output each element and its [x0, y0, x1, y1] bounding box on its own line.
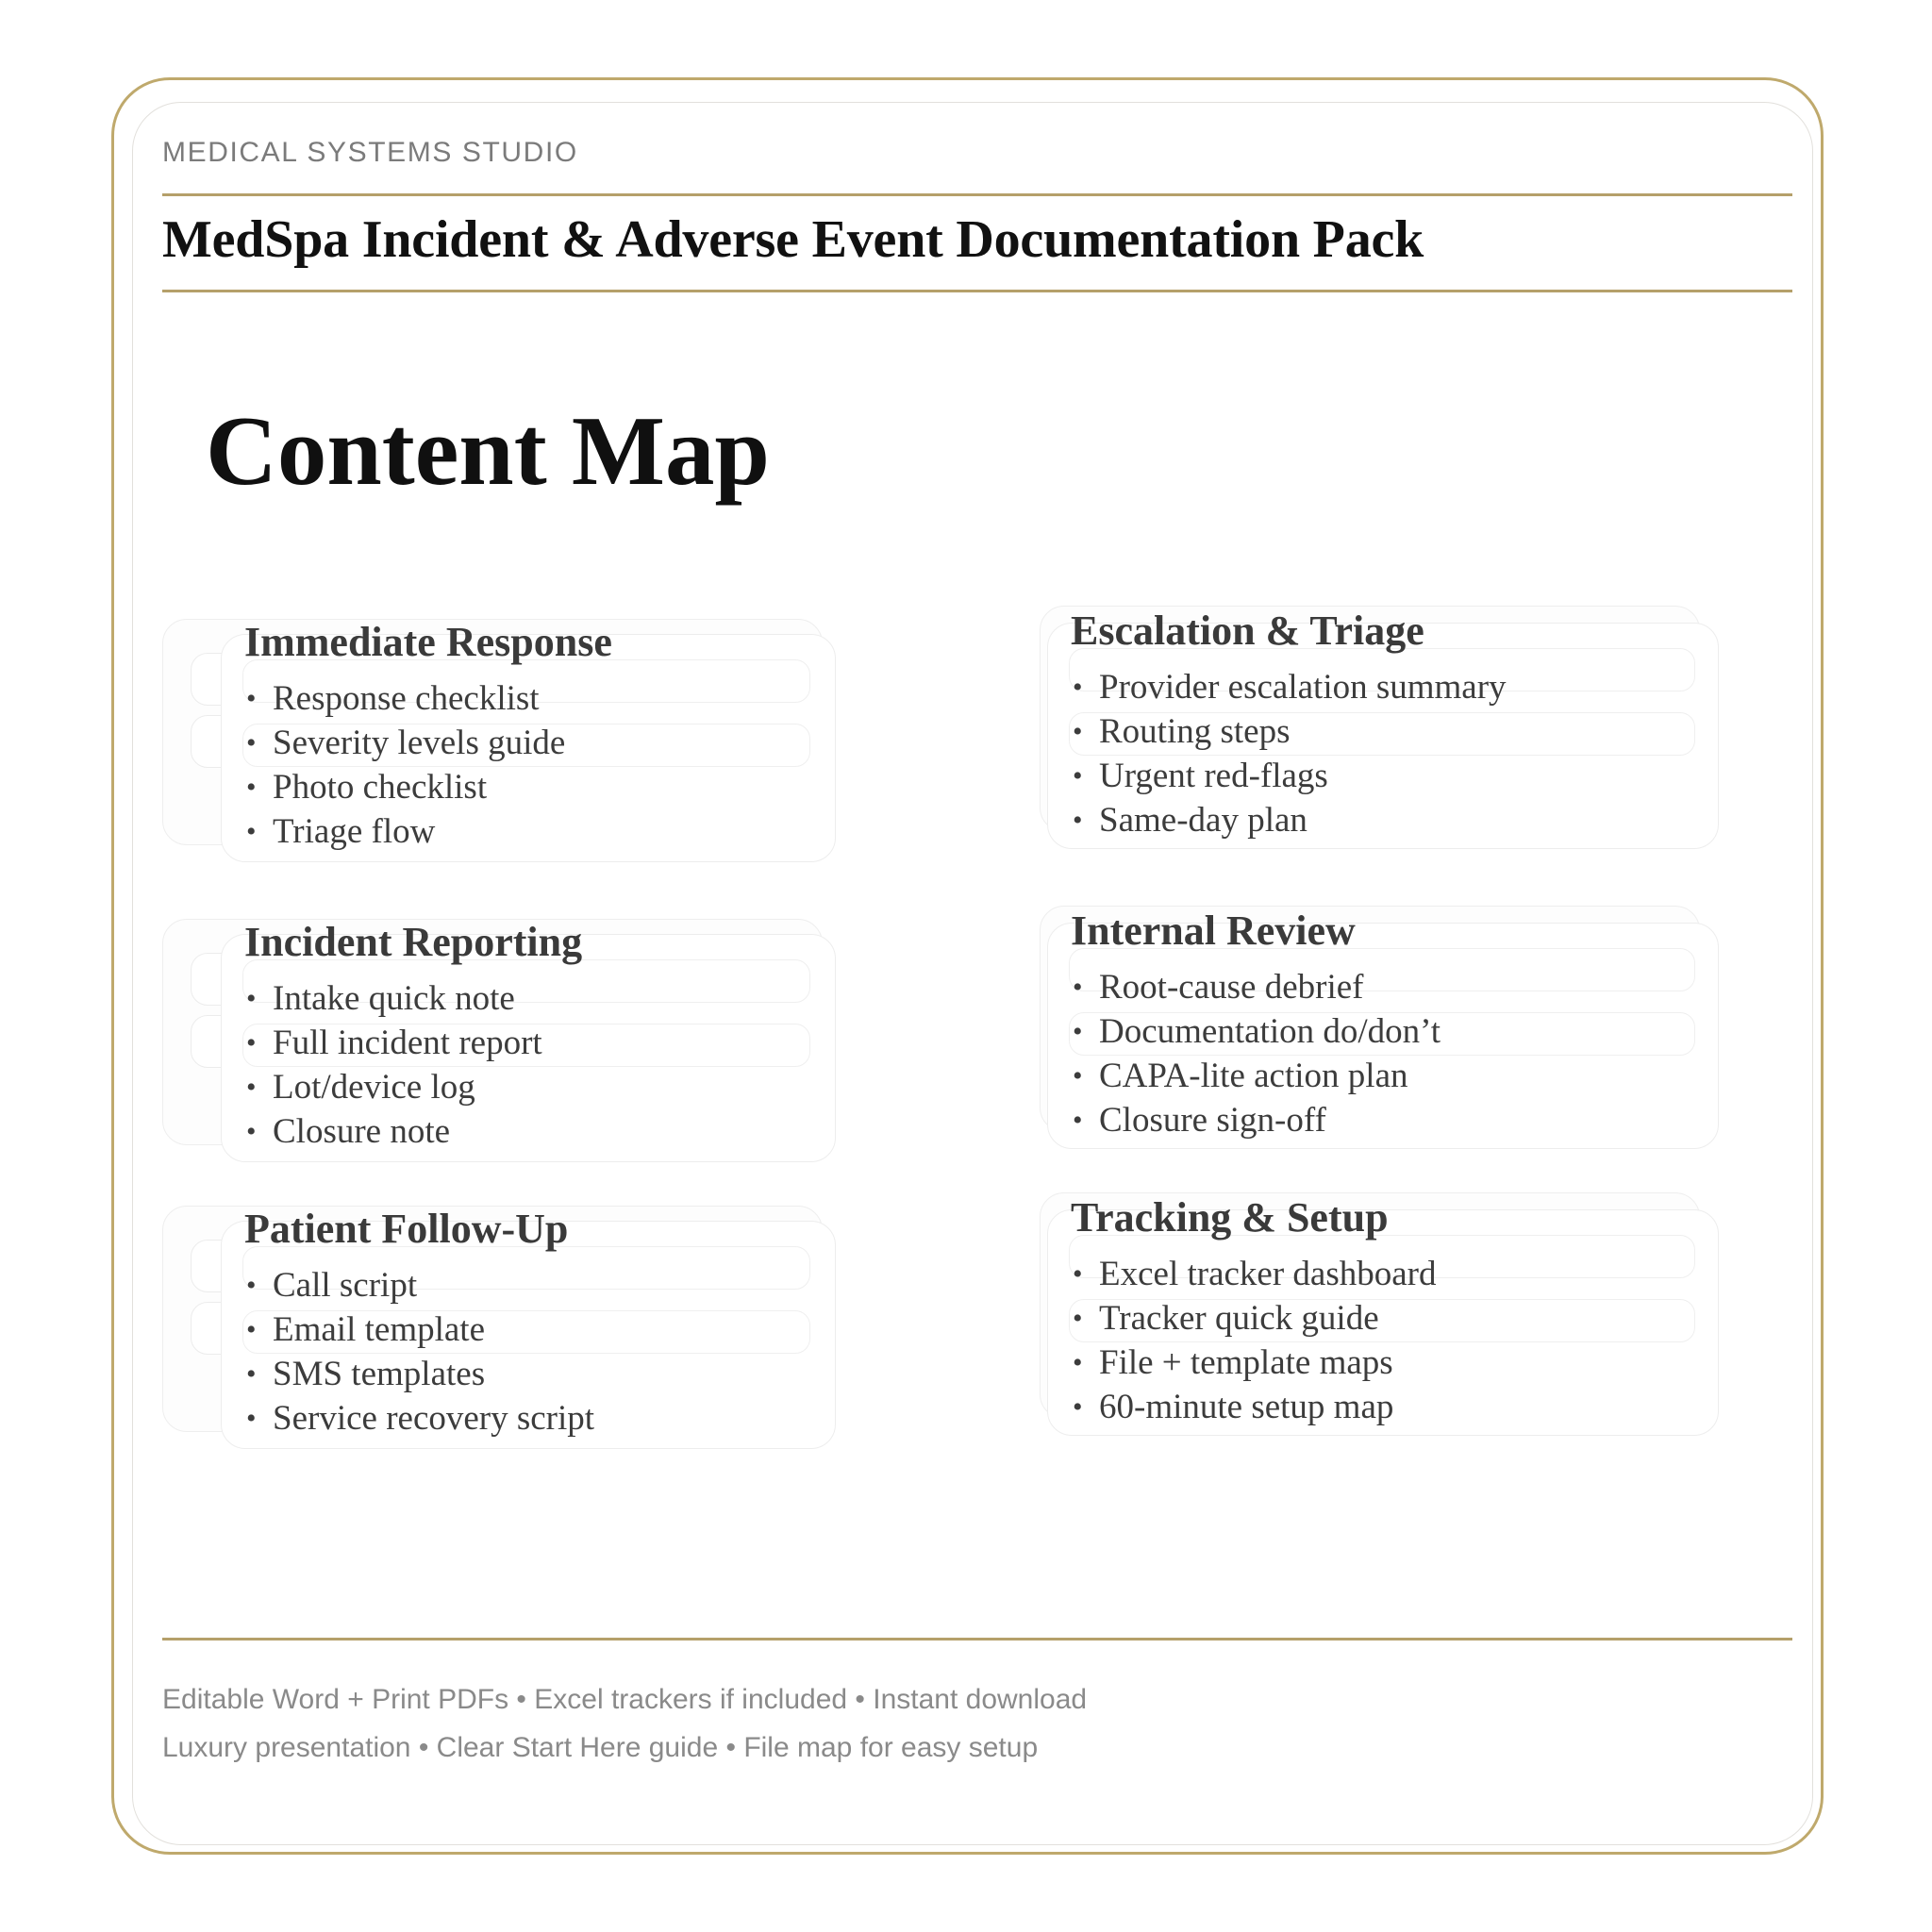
list-item: • Closure sign-off — [1069, 1098, 1701, 1142]
card-item-list — [1069, 1252, 1701, 1429]
list-item: • 60-minute setup map — [1069, 1385, 1701, 1429]
list-item: • Email template — [242, 1307, 818, 1352]
card-body — [1047, 908, 1719, 1149]
list-item: • Excel tracker dashboard — [1069, 1252, 1701, 1296]
content-card-patient-follow-up[interactable] — [162, 1200, 841, 1450]
list-item: • Severity levels guide — [242, 721, 818, 765]
list-item: • Intake quick note — [242, 976, 818, 1021]
list-item: • Provider escalation summary — [1069, 665, 1701, 709]
content-card-immediate-response[interactable] — [162, 613, 841, 863]
card-item-list — [242, 676, 818, 854]
card-item-list — [1069, 665, 1701, 842]
card-title: Internal Review — [1071, 908, 1356, 954]
page-title: MedSpa Incident & Adverse Event Documentation Pack — [162, 210, 1424, 269]
list-item: • File + template maps — [1069, 1341, 1701, 1385]
card-title: Patient Follow-Up — [244, 1206, 569, 1252]
card-title: Tracking & Setup — [1071, 1194, 1389, 1241]
list-item: • Photo checklist — [242, 765, 818, 809]
header-rule-bottom — [162, 290, 1792, 292]
list-item: • Tracker quick guide — [1069, 1296, 1701, 1341]
footer-rule — [162, 1638, 1792, 1641]
list-item: • Response checklist — [242, 676, 818, 721]
card-item-list — [242, 1263, 818, 1441]
list-item: • SMS templates — [242, 1352, 818, 1396]
footer-line-1: Editable Word + Print PDFs • Excel trackers if included • Instant download — [162, 1684, 1088, 1715]
header-rule-top — [162, 193, 1792, 196]
list-item: • CAPA-lite action plan — [1069, 1054, 1701, 1098]
card-body — [221, 1206, 836, 1449]
brand-eyebrow: MEDICAL SYSTEMS STUDIO — [162, 137, 578, 168]
card-body — [1047, 1194, 1719, 1436]
list-item: • Lot/device log — [242, 1065, 818, 1109]
section-heading: Content Map — [206, 395, 770, 506]
content-card-incident-reporting[interactable] — [162, 913, 841, 1163]
card-item-list — [242, 976, 818, 1154]
card-title: Immediate Response — [244, 619, 612, 665]
list-item: • Root-cause debrief — [1069, 965, 1701, 1009]
list-item: • Triage flow — [242, 809, 818, 854]
list-item: • Documentation do/don’t — [1069, 1009, 1701, 1054]
list-item: • Closure note — [242, 1109, 818, 1154]
footer-line-2: Luxury presentation • Clear Start Here guide • File map for easy setup — [162, 1732, 1039, 1763]
content-card-internal-review[interactable] — [1040, 908, 1719, 1163]
list-item: • Full incident report — [242, 1021, 818, 1065]
card-title: Escalation & Triage — [1071, 608, 1424, 654]
card-body — [221, 919, 836, 1162]
card-body — [1047, 608, 1719, 849]
card-body — [221, 619, 836, 862]
list-item: • Service recovery script — [242, 1396, 818, 1441]
list-item: • Routing steps — [1069, 709, 1701, 754]
list-item: • Same-day plan — [1069, 798, 1701, 842]
card-item-list — [1069, 965, 1701, 1142]
content-card-escalation-triage[interactable] — [1040, 608, 1719, 863]
card-title: Incident Reporting — [244, 919, 583, 965]
list-item: • Urgent red-flags — [1069, 754, 1701, 798]
content-card-tracking-setup[interactable] — [1040, 1194, 1719, 1450]
list-item: • Call script — [242, 1263, 818, 1307]
content-map-grid — [162, 608, 1804, 1491]
